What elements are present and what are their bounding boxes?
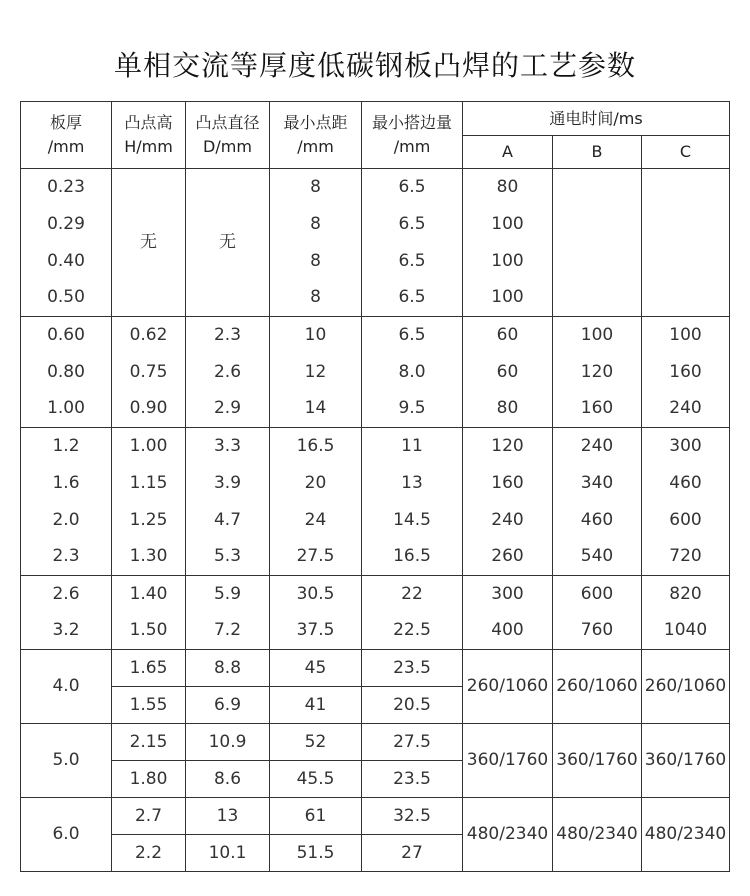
cell: 10.9 — [186, 724, 270, 761]
table-row — [21, 465, 730, 502]
header-min-spacing: 最小点距 /mm — [270, 102, 362, 169]
cell-none-h: 无 — [112, 169, 186, 317]
cell-empty — [553, 169, 642, 317]
cell: 8 — [270, 169, 362, 206]
header-projection-height: 凸点高 H/mm — [112, 102, 186, 169]
cell: 3.3 — [186, 428, 270, 465]
cell: 240 — [463, 502, 553, 539]
cell: 27.5 — [270, 539, 362, 576]
cell: 260/1060 — [642, 650, 730, 724]
cell-none-d: 无 — [186, 169, 270, 317]
table-row — [21, 317, 730, 354]
cell: 80 — [463, 169, 553, 206]
cell: 260 — [463, 539, 553, 576]
cell: 4.7 — [186, 502, 270, 539]
cell: 2.2 — [112, 835, 186, 872]
cell: 37.5 — [270, 613, 362, 650]
cell: 8 — [270, 280, 362, 317]
cell: 45.5 — [270, 761, 362, 798]
cell: 23.5 — [362, 650, 463, 687]
cell: 45 — [270, 650, 362, 687]
cell: 2.15 — [112, 724, 186, 761]
cell: 2.3 — [186, 317, 270, 354]
table-row — [21, 650, 730, 687]
cell: 1.80 — [112, 761, 186, 798]
cell: 100 — [463, 243, 553, 280]
cell: 22.5 — [362, 613, 463, 650]
table-row — [21, 613, 730, 650]
cell: 0.23 — [21, 169, 112, 206]
table-row — [21, 428, 730, 465]
cell: 52 — [270, 724, 362, 761]
group-6 — [21, 724, 730, 798]
cell: 0.90 — [112, 391, 186, 428]
cell: 600 — [642, 502, 730, 539]
cell: 0.80 — [21, 354, 112, 391]
cell: 0.60 — [21, 317, 112, 354]
cell: 51.5 — [270, 835, 362, 872]
cell: 540 — [553, 539, 642, 576]
cell: 7.2 — [186, 613, 270, 650]
cell: 5.3 — [186, 539, 270, 576]
cell: 12 — [270, 354, 362, 391]
cell: 360/1760 — [463, 724, 553, 798]
cell: 1.30 — [112, 539, 186, 576]
cell: 8 — [270, 206, 362, 243]
cell: 120 — [553, 354, 642, 391]
cell: 100 — [642, 317, 730, 354]
cell: 160 — [463, 465, 553, 502]
cell: 240 — [642, 391, 730, 428]
welding-params-table — [20, 101, 730, 872]
group-2 — [21, 317, 730, 428]
cell: 30.5 — [270, 576, 362, 613]
cell: 27.5 — [362, 724, 463, 761]
cell: 16.5 — [362, 539, 463, 576]
header-projection-diameter: 凸点直径 D/mm — [186, 102, 270, 169]
cell: 260/1060 — [553, 650, 642, 724]
cell: 1.55 — [112, 687, 186, 724]
cell: 3.9 — [186, 465, 270, 502]
cell: 1.00 — [112, 428, 186, 465]
cell: 240 — [553, 428, 642, 465]
cell: 27 — [362, 835, 463, 872]
cell: 6.5 — [362, 243, 463, 280]
cell: 460 — [642, 465, 730, 502]
cell: 400 — [463, 613, 553, 650]
cell: 6.9 — [186, 687, 270, 724]
cell: 60 — [463, 317, 553, 354]
group-3 — [21, 428, 730, 576]
cell: 14.5 — [362, 502, 463, 539]
cell: 6.0 — [21, 798, 112, 872]
header-min-overlap: 最小搭边量 /mm — [362, 102, 463, 169]
header-thickness: 板厚 /mm — [21, 102, 112, 169]
cell: 720 — [642, 539, 730, 576]
cell: 760 — [553, 613, 642, 650]
cell: 41 — [270, 687, 362, 724]
cell: 8.0 — [362, 354, 463, 391]
header-col-c: C — [642, 136, 730, 169]
table-row — [21, 724, 730, 761]
cell: 820 — [642, 576, 730, 613]
cell: 1.00 — [21, 391, 112, 428]
cell: 100 — [553, 317, 642, 354]
cell-empty — [642, 169, 730, 317]
cell: 160 — [553, 391, 642, 428]
table-row — [21, 391, 730, 428]
cell: 10 — [270, 317, 362, 354]
cell: 0.62 — [112, 317, 186, 354]
cell: 4.0 — [21, 650, 112, 724]
cell: 1040 — [642, 613, 730, 650]
cell: 480/2340 — [463, 798, 553, 872]
cell: 2.3 — [21, 539, 112, 576]
cell: 6.5 — [362, 169, 463, 206]
cell: 10.1 — [186, 835, 270, 872]
cell: 6.5 — [362, 206, 463, 243]
cell: 460 — [553, 502, 642, 539]
cell: 13 — [186, 798, 270, 835]
cell: 1.40 — [112, 576, 186, 613]
group-1 — [21, 169, 730, 317]
cell: 0.75 — [112, 354, 186, 391]
table-row — [21, 798, 730, 835]
cell: 100 — [463, 206, 553, 243]
cell: 32.5 — [362, 798, 463, 835]
table-row — [21, 502, 730, 539]
cell: 1.6 — [21, 465, 112, 502]
header-col-b: B — [553, 136, 642, 169]
cell: 1.65 — [112, 650, 186, 687]
cell: 0.29 — [21, 206, 112, 243]
cell: 11 — [362, 428, 463, 465]
cell: 480/2340 — [642, 798, 730, 872]
cell: 6.5 — [362, 280, 463, 317]
page-title: 单相交流等厚度低碳钢板凸焊的工艺参数 — [113, 49, 636, 82]
cell: 120 — [463, 428, 553, 465]
cell: 6.5 — [362, 317, 463, 354]
cell: 22 — [362, 576, 463, 613]
cell: 2.6 — [186, 354, 270, 391]
cell: 480/2340 — [553, 798, 642, 872]
cell: 80 — [463, 391, 553, 428]
group-4 — [21, 576, 730, 650]
table-row — [21, 539, 730, 576]
cell: 9.5 — [362, 391, 463, 428]
cell: 61 — [270, 798, 362, 835]
cell: 360/1760 — [553, 724, 642, 798]
table-row — [21, 576, 730, 613]
cell: 340 — [553, 465, 642, 502]
cell: 23.5 — [362, 761, 463, 798]
header-energize-time: 通电时间/ms — [463, 102, 730, 136]
cell: 1.15 — [112, 465, 186, 502]
cell: 0.50 — [21, 280, 112, 317]
cell: 8.8 — [186, 650, 270, 687]
cell: 14 — [270, 391, 362, 428]
group-5 — [21, 650, 730, 724]
header-col-a: A — [463, 136, 553, 169]
cell: 60 — [463, 354, 553, 391]
cell: 5.0 — [21, 724, 112, 798]
cell: 3.2 — [21, 613, 112, 650]
cell: 160 — [642, 354, 730, 391]
cell: 100 — [463, 280, 553, 317]
table-row — [21, 354, 730, 391]
cell: 2.6 — [21, 576, 112, 613]
cell: 1.50 — [112, 613, 186, 650]
cell: 2.0 — [21, 502, 112, 539]
group-7 — [21, 798, 730, 872]
cell: 600 — [553, 576, 642, 613]
cell: 260/1060 — [463, 650, 553, 724]
cell: 360/1760 — [642, 724, 730, 798]
cell: 8 — [270, 243, 362, 280]
cell: 24 — [270, 502, 362, 539]
cell: 20 — [270, 465, 362, 502]
table-row — [21, 169, 730, 206]
cell: 5.9 — [186, 576, 270, 613]
cell: 1.25 — [112, 502, 186, 539]
cell: 300 — [463, 576, 553, 613]
cell: 8.6 — [186, 761, 270, 798]
cell: 20.5 — [362, 687, 463, 724]
cell: 2.9 — [186, 391, 270, 428]
cell: 300 — [642, 428, 730, 465]
cell: 16.5 — [270, 428, 362, 465]
cell: 1.2 — [21, 428, 112, 465]
cell: 13 — [362, 465, 463, 502]
cell: 0.40 — [21, 243, 112, 280]
cell: 2.7 — [112, 798, 186, 835]
